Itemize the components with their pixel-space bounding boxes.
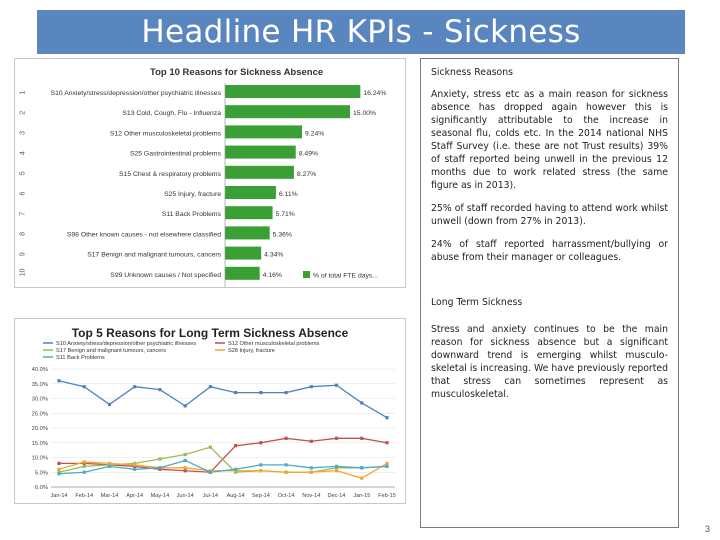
bar-category-label: S98 Other known causes - not elsewhere classified [66,231,221,239]
line-point [209,446,212,449]
bar-category-label: S10 Anxiety/stress/depression/other psychiatric illnesses [50,90,221,97]
commentary-panel [420,58,679,528]
line-x-tick-label: Nov-14 [302,493,321,499]
line-point [184,466,187,469]
line-legend-item [43,355,105,361]
commentary-paragraph-bullying: 24% of staff reported harrassment/bullying or abuse from their manager or colleagues. [431,239,668,263]
line-x-tick-label: Oct-14 [277,493,295,499]
line-y-tick-label: 30.0% [31,396,48,403]
line-point [259,441,262,444]
line-y-tick-label: 10.0% [31,455,48,462]
line-x-tick-label: Aug-14 [226,493,245,499]
line-point [83,460,86,463]
line-point [209,471,212,474]
bar [225,247,261,260]
line-point [284,437,287,440]
bar-rank-label: 10 [19,268,27,277]
bar-value-label: 15.00% [353,110,377,118]
line-point [83,385,86,388]
line-y-tick-label: 0.0% [34,485,48,491]
bar [225,166,294,179]
line-point [335,465,338,468]
line-point [310,466,313,469]
line-point [284,391,287,394]
line-point [385,416,388,419]
bar-value-label: 16.24% [363,90,387,97]
bar-rank-label: 6 [19,191,27,196]
bar-value-label: 5.36% [272,231,292,239]
line-x-tick-label: Feb-15 [378,493,396,499]
line-point [310,385,313,388]
line-y-tick-label: 15.0% [31,440,48,447]
line-y-tick-label: 40.0% [31,367,48,373]
line-point [57,468,60,471]
line-point [133,468,136,471]
line-point [57,379,60,382]
line-point [209,385,212,388]
commentary-paragraph-stress: Anxiety, stress etc as a main reason for sickness absence has dropped again however this is significantly attributable to the increase in seasonal flu, colds etc. In the 2014 national NHS Staff Survey (i.e. these are not Trust results) 39% of staff reported being unwell in the previous 12 months due to work related stress (the same figure as in 2013). [431,89,668,191]
line-point [284,471,287,474]
slide-title: Headline HR KPIs - Sickness [141,14,581,50]
line-point [234,468,237,471]
line-y-tick-label: 20.0% [31,426,48,432]
line-legend-item [215,348,275,354]
bar-rank-label: 2 [19,110,27,115]
line-legend-item [43,348,166,354]
bar-rank-label: 1 [19,90,27,95]
bar-rank-label: 4 [19,151,27,156]
line-point [335,469,338,472]
line-x-tick-label: Feb-14 [75,493,94,499]
line-x-tick-label: Apr-14 [126,493,144,499]
line-point [83,465,86,468]
bar [225,186,276,199]
line-point [108,403,111,406]
line-point [158,388,161,391]
line-point [108,462,111,465]
line-x-tick-label: Jan-14 [50,493,68,499]
line-legend-label: S11 Back Problems [56,355,105,361]
bar-legend-swatch [303,271,310,278]
line-legend-label: S17 Benign and malignant tumours, cancers [56,348,167,354]
line-point [83,471,86,474]
line-point [133,385,136,388]
bar-rank-label: 9 [19,252,27,257]
line-point [234,444,237,447]
line-x-tick-label: Jan-15 [353,493,371,499]
bar [225,146,296,159]
line-point [259,463,262,466]
bar-rank-label: 8 [19,231,27,236]
line-point [158,457,161,460]
line-point [259,469,262,472]
line-y-tick-label: 25.0% [31,411,48,418]
line-legend-label: S12 Other musculoskeletal problems [228,341,320,347]
line-point [184,404,187,407]
line-point [310,440,313,443]
sickness-reasons-heading: Sickness Reasons [431,67,513,78]
bar [225,85,360,98]
bar [225,226,270,239]
line-y-tick-label: 5.0% [34,470,48,477]
bar [225,267,260,280]
bar-value-label: 6.11% [278,191,298,198]
line-point [360,477,363,480]
line-point [57,472,60,475]
bar-legend [303,271,378,280]
line-x-tick-label: Jul-14 [202,493,219,499]
commentary-paragraph-long-term: Stress and anxiety continues to be the main reason for sickness absence but a significant downward trend is emerging whilst musculo-skeletal is increasing. We have previously reported that stress can sometimes represent as musculoskeletal. [431,324,668,400]
line-point [335,437,338,440]
line-point [360,437,363,440]
long-term-sickness-heading: Long Term Sickness [431,297,523,308]
top10-chart-panel [14,58,406,288]
page-number: 3 [704,524,710,534]
bar-value-label: 8.27% [296,170,317,178]
bar-category-label: S15 Chest & respiratory problems [119,170,221,178]
bar-value-label: 4.16% [262,271,282,279]
bar-category-label: S25 Gastrointestinal problems [129,150,221,158]
line-legend-item [215,341,320,347]
bar-value-label: 9.24% [305,130,325,138]
long-term-line-chart [15,319,405,503]
line-point [360,466,363,469]
line-point [259,391,262,394]
bar-value-label: 5.71% [275,211,295,219]
line-point [57,462,60,465]
line-point [108,465,111,468]
line-point [133,463,136,466]
bar-legend-label: % of total FTE days... [313,272,378,280]
line-x-tick-label: Jun-14 [176,493,194,499]
bar [225,125,302,138]
bar-category-label: S99 Unknown causes / Not specified [110,271,221,279]
line-x-tick-label: Mar-14 [100,493,119,499]
bar [225,206,273,219]
bar-category-label: S12 Other musculoskeletal problems [109,130,221,138]
line-point [284,463,287,466]
title-bar [37,10,685,54]
bar-value-label: 8.49% [298,150,319,158]
commentary-paragraph-attend: 25% of staff recorded having to attend work whilst unwell (down from 27% in 2013). [431,203,668,227]
line-point [234,391,237,394]
line-point [360,401,363,404]
line-point [184,469,187,472]
line-chart-title: Top 5 Reasons for Long Term Sickness Absence [71,326,349,340]
bar-category-label: S25 Injury, fracture [164,191,221,198]
bar [225,105,350,118]
bar-category-label: S11 Back Problems [161,211,221,219]
bar-rank-label: 3 [19,130,27,135]
bar-category-label: S17 Benign and malignant tumours, cancers [87,251,221,259]
line-point [184,453,187,456]
long-term-chart-panel [14,318,406,504]
line-point [335,384,338,387]
bar-rank-label: 5 [19,171,27,176]
bar-chart-title: Top 10 Reasons for Sickness Absence [150,67,324,78]
bar-value-label: 4.34% [264,251,284,259]
line-point [385,462,388,465]
line-x-tick-label: Sep-14 [251,493,270,499]
line-point [385,441,388,444]
bar-category-label: S13 Cold, Cough, Flu - Influenza [122,110,221,118]
line-legend-label: S10 Anxiety/stress/depression/other psychiatric illnesses [56,341,197,347]
line-point [310,471,313,474]
line-y-tick-label: 35.0% [31,381,48,388]
bar-rank-label: 7 [19,211,27,216]
line-legend-item [43,341,196,347]
line-point [385,465,388,468]
line-point [184,459,187,462]
line-legend-label: S28 Injury, fracture [228,348,275,354]
top10-bar-chart [15,59,405,287]
line-x-tick-label: May-14 [150,493,170,499]
line-point [158,466,161,469]
line-x-tick-label: Dec-14 [327,493,346,499]
